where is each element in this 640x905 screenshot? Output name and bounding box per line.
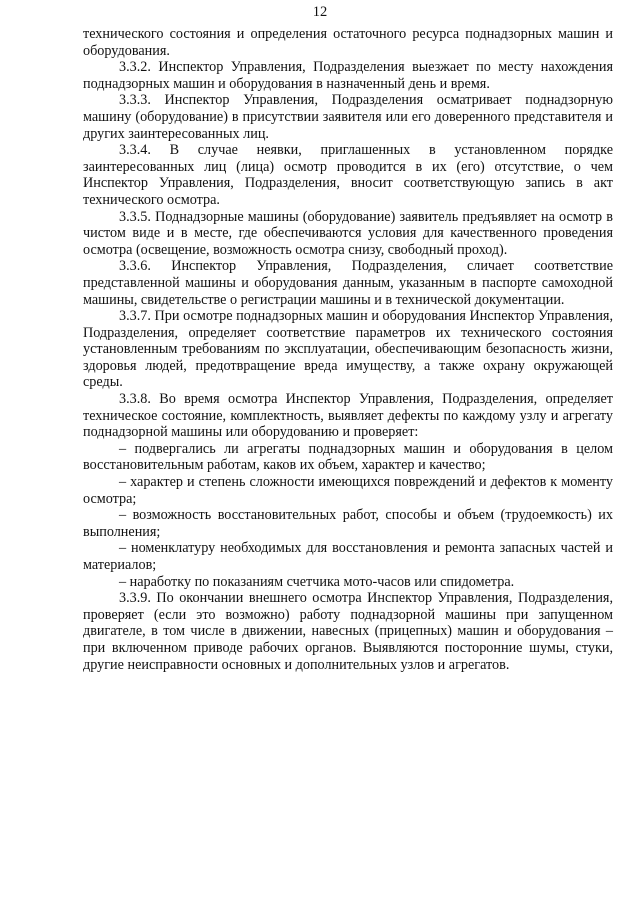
paragraph-3-3-7: 3.3.7. При осмотре поднадзорных машин и оборудования Инспектор Управления, Подразделения, определяет соответствие параметров их технического состояния установленным требованиям по эксплуатации, обеспечивающим безопасность жизни, здоровья людей, предотвращение вреда имуществу, а также охрану окружающей среды. — [83, 308, 613, 391]
paragraph-3-3-3: 3.3.3. Инспектор Управления, Подразделения осматривает поднадзорную машину (оборудование) в присутствии заявителя или его доверенного представителя и других заинтересованных лиц. — [83, 92, 613, 142]
paragraph-3-3-6: 3.3.6. Инспектор Управления, Подразделения, сличает соответствие представленной машины и оборудования данным, указанным в паспорте самоходной машины, свидетельстве о регистрации машины и в технической документации. — [83, 258, 613, 308]
paragraph-3-3-5: 3.3.5. Поднадзорные машины (оборудование) заявитель предъявляет на осмотр в чистом виде и в месте, где обеспечиваются условия для качественного проведения осмотра (освещение, возможность осмотра снизу, свободный проход). — [83, 208, 613, 258]
page-number: 12 — [312, 4, 328, 20]
paragraph-3-3-9: 3.3.9. По окончании внешнего осмотра Инспектор Управления, Подразделения, проверяет (если это возможно) работу поднадзорной машины при запущенном двигателе, в том числе в движении, навесных (прицепных) машин и оборудования – при включенном приводе рабочих органов. Выявляются посторонние шумы, стуки, другие неисправности основных и дополнительных узлов и агрегатов. — [83, 590, 613, 673]
paragraph-3-3-4: 3.3.4. В случае неявки, приглашенных в установленном порядке заинтересованных лиц (лица) осмотр проводится в их (его) отсутствие, о чем Инспектор Управления, Подразделения, вносит соответствующую запись в акт технического осмотра. — [83, 142, 613, 208]
document-body — [83, 26, 613, 673]
list-item-operating-hours: – наработку по показаниям счетчика мото-часов или спидометра. — [119, 573, 515, 590]
list-item-restoration-works: – подвергались ли агрегаты поднадзорных машин и оборудования в целом восстановительным работам, каков их объем, характер и качество; — [83, 440, 613, 474]
list-item-restoration-possibility: – возможность восстановительных работ, способы и объем (трудоемкость) их выполнения; — [83, 507, 613, 540]
paragraph-3-3-2: 3.3.2. Инспектор Управления, Подразделения выезжает по месту нахождения поднадзорных машин и оборудования в назначенный день и время. — [83, 59, 613, 92]
list-item-spare-parts: – номенклатуру необходимых для восстановления и ремонта запасных частей и материалов; — [83, 540, 613, 573]
paragraph-3-3-8: 3.3.8. Во время осмотра Инспектор Управления, Подразделения, определяет техническое состояние, комплектность, выявляет дефекты по каждому узлу и агрегату поднадзорной машины или оборудованию и проверяет: — [83, 391, 613, 441]
paragraph-continuation: технического состояния и определения остаточного ресурса поднадзорных машин и оборудования. — [83, 26, 613, 59]
list-item-damage-degree: – характер и степень сложности имеющихся повреждений и дефектов к моменту осмотра; — [83, 474, 613, 507]
